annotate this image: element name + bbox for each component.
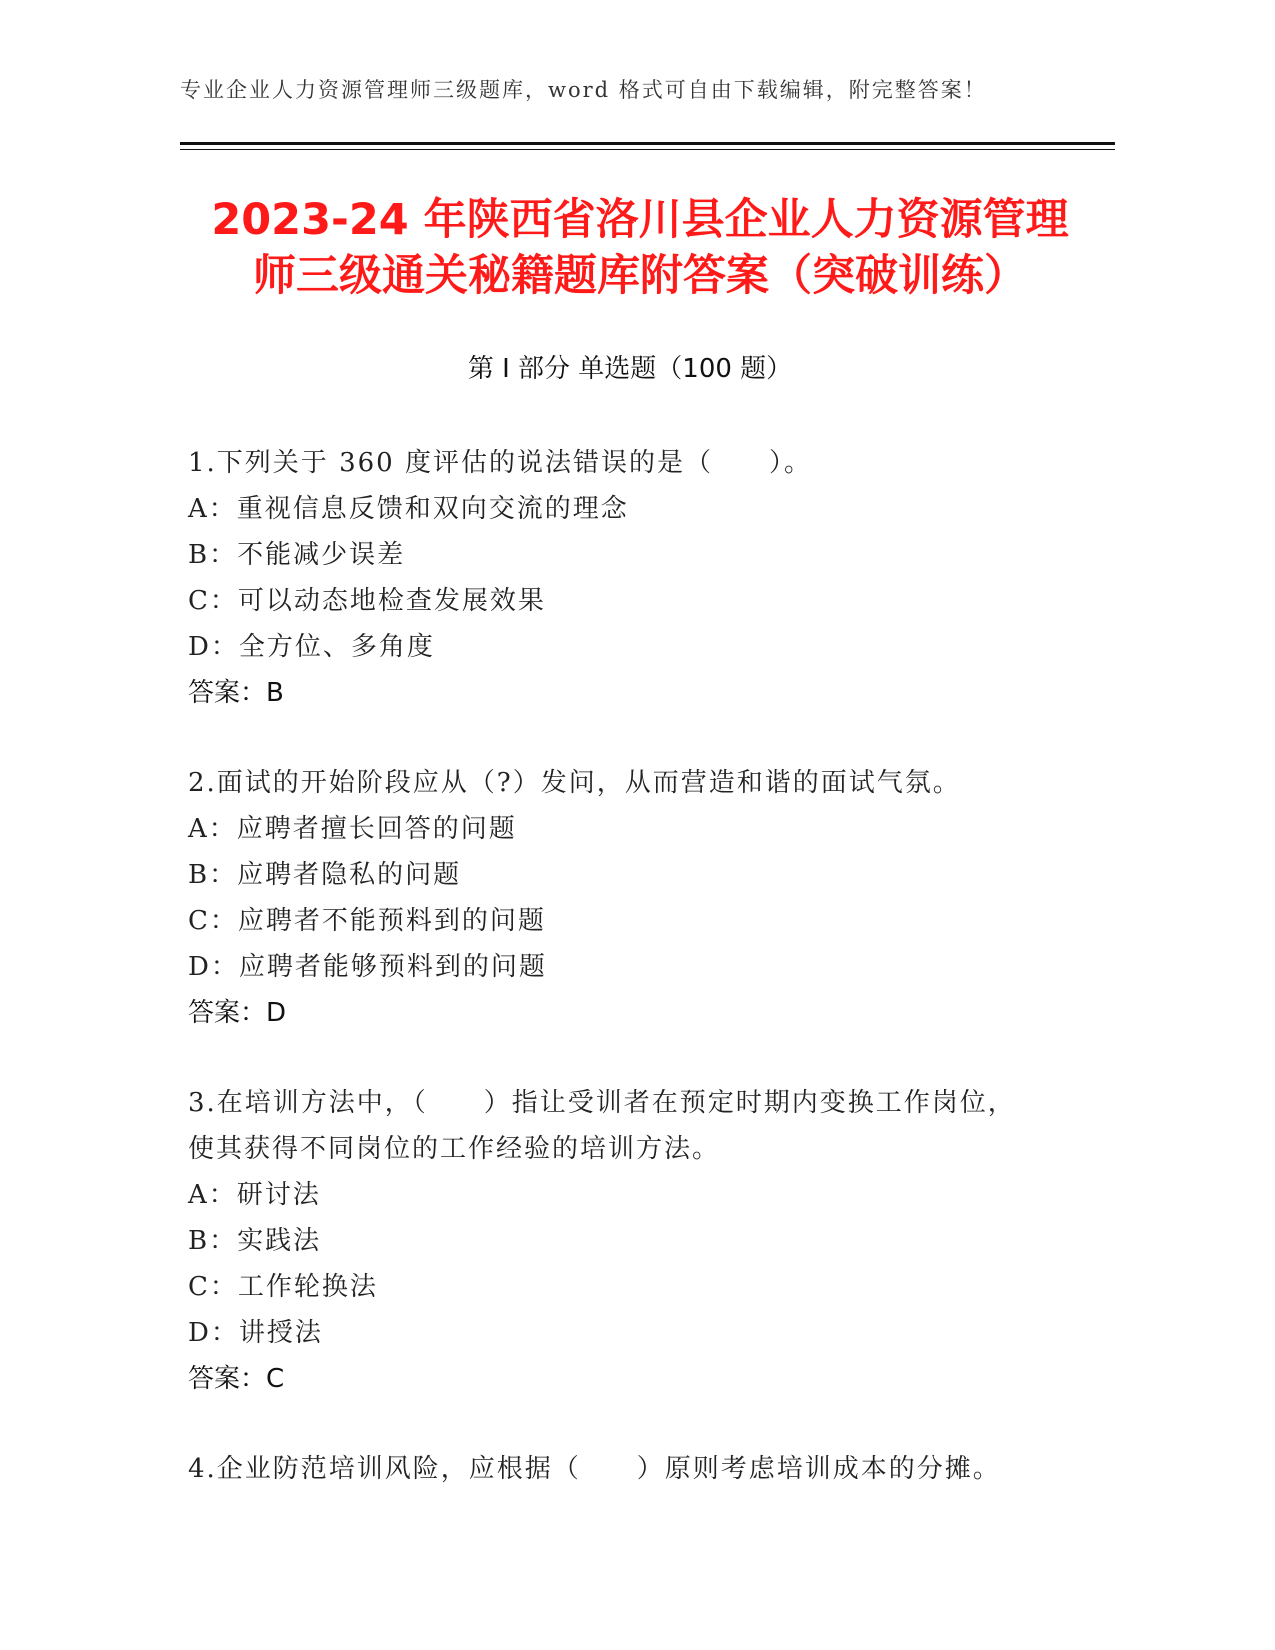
document-title-line-2: 师三级通关秘籍题库附答案（突破训练） <box>253 251 1027 301</box>
document-title <box>160 192 1120 304</box>
answer-line: 答案：C <box>188 1364 285 1394</box>
question-3 <box>188 1080 1088 1402</box>
question-2 <box>188 760 1088 1036</box>
option-b: B：应聘者隐私的问题 <box>188 860 462 890</box>
section-heading: 第 I 部分 单选题（100 题） <box>467 354 793 384</box>
answer-line: 答案：B <box>188 678 284 708</box>
option-c: C：应聘者不能预料到的问题 <box>188 906 546 936</box>
option-d: D：应聘者能够预料到的问题 <box>188 952 547 982</box>
option-b: B：不能减少误差 <box>188 540 406 570</box>
option-a: A：研讨法 <box>188 1180 321 1210</box>
option-c: C：可以动态地检查发展效果 <box>188 586 546 616</box>
answer-line: 答案：D <box>188 998 287 1028</box>
question-stem: 1.下列关于 360 度评估的说法错误的是（ ）。 <box>188 448 812 478</box>
question-stem: 2.面试的开始阶段应从（?）发问，从而营造和谐的面试气氛。 <box>188 768 961 798</box>
option-a: A：应聘者擅长回答的问题 <box>188 814 517 844</box>
option-b: B：实践法 <box>188 1226 322 1256</box>
option-c: C：工作轮换法 <box>188 1272 378 1302</box>
question-stem: 4.企业防范培训风险，应根据（ ）原则考虑培训成本的分摊。 <box>188 1454 1001 1484</box>
option-d: D：讲授法 <box>188 1318 323 1348</box>
option-a: A：重视信息反馈和双向交流的理念 <box>188 494 629 524</box>
question-list <box>188 440 1088 1536</box>
question-1 <box>188 440 1088 716</box>
header-rule-thin <box>180 149 1115 150</box>
document-title-line-1: 2023-24 年陕西省洛川县企业人力资源管理 <box>211 195 1069 245</box>
question-4 <box>188 1446 1088 1492</box>
header-note: 专业企业人力资源管理师三级题库，word 格式可自由下载编辑，附完整答案！ <box>180 78 987 102</box>
header-rule-thick <box>180 142 1115 145</box>
question-stem-continued: 使其获得不同岗位的工作经验的培训方法。 <box>188 1134 721 1164</box>
option-d: D：全方位、多角度 <box>188 632 435 662</box>
question-stem: 3.在培训方法中，（ ）指让受训者在预定时期内变换工作岗位， <box>188 1088 1016 1118</box>
